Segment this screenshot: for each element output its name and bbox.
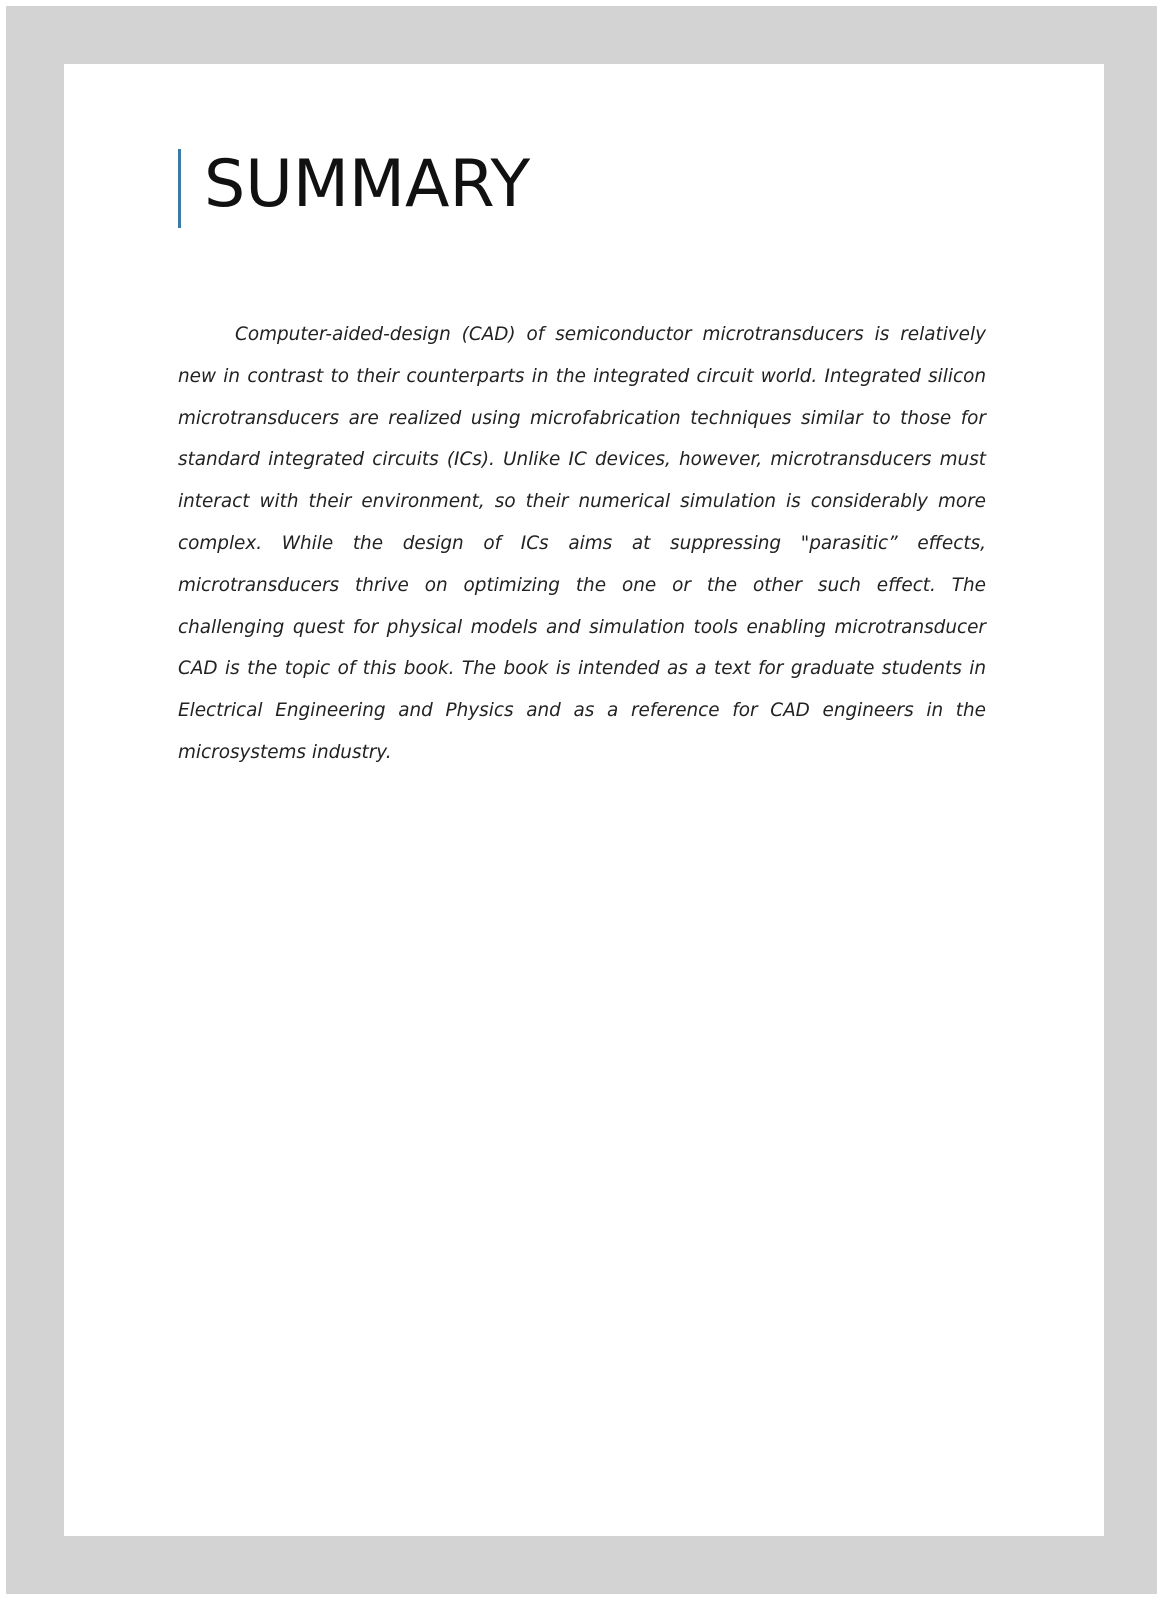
document-page — [64, 64, 1104, 1536]
page-frame — [6, 6, 1157, 1594]
page-title: SUMMARY — [204, 147, 531, 222]
title-accent-bar — [178, 149, 181, 228]
summary-paragraph: Computer-aided-design (CAD) of semiconductor microtransducers is relatively new in contrast to their counterparts in the integrated circuit world. Integrated silicon microtransducers are realized using microfabrication techniques similar to those for standard integrated circuits (ICs). Unlike IC devices, however, microtransducers must interact with their environment, so their numerical simulation is considerably more complex. While the design of ICs aims at suppressing "parasitic” effects, microtransducers thrive on optimizing the one or the other such effect. The challenging quest for physical models and simulation tools enabling microtransducer CAD is the topic of this book. The book is intended as a text for graduate students in Electrical Engineering and Physics and as a reference for CAD engineers in the microsystems industry. — [178, 324, 986, 763]
